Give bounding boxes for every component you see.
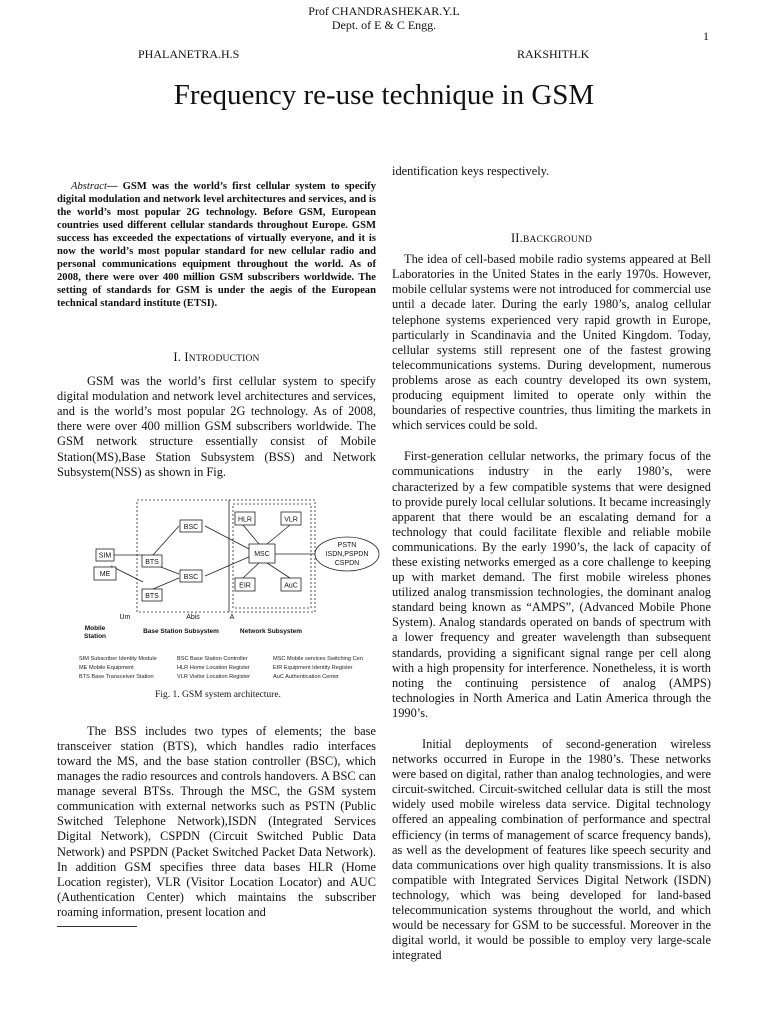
section-heading-background (392, 231, 711, 248)
legend-item: BSC Base Station Controller (177, 655, 248, 662)
author-right: RAKSHITH.K (517, 47, 590, 61)
background-paragraph-3: Initial deployments of second-generation wireless networks occurred in Europe in the 1980’s. These networks were based on digital, rather than analog technologies, and were circuit-switched. Circuit-switched cellular data is still the most widely used mobile wireless data service. Digital technology offered an appealing combination of performance and spectral efficiency (in terms of management of scarce frequency bands), as well as the development of features like speech security and data communications over high quality transmissions. It is also compatible with Integrated Services Digital Network (ISDN) technology, which was being developed for land-based telecommunication systems throughout the world, and which would be necessary for GSM to be successful. Moreover in the digital world, it would be possible to employ very large-scale integrated (392, 737, 711, 963)
legend-item: ME Mobile Equipment (79, 664, 134, 671)
legend-item: BTS Base Transceiver Station (79, 673, 154, 680)
um-interface-label: Um (119, 613, 131, 621)
background-paragraph-2: First-generation cellular networks, the primary focus of the communications industry in the early 1980’s, were characterized by a few compatible systems that were designed to provide purely local cellular solutions. It became increasingly apparent that there would be an escalating demand for a technology that could facilitate flexible and reliable mobile communications. By the early 1990’s, the lack of capacity of these existing networks emerged as a core challenge to keeping up with market demand. The first mobile wireless phones utilized analog transmission technologies, the dominant analog standard being known as “AMPS”, (Advanced Mobile Phone System). Analog standards operated on bands of spectrum with a lower frequency and greater wavelength than subsequent standards, providing a significant signal range per cell along with a high propensity for interference. Nonetheless, it is worth noting the continuing persistence of analog (AMPS) technologies in North America and Latin America through the 1990’s. (392, 449, 711, 720)
section-number: I. (173, 350, 182, 364)
page-number: 1 (703, 29, 709, 43)
hlr-label: HLR (237, 516, 253, 524)
msc-label: MSC (254, 550, 270, 558)
abis-interface-label: Abis (186, 613, 200, 621)
figure-caption: Fig. 1. GSM system architecture. (155, 689, 281, 700)
intro-paragraph-1: GSM was the world’s first cellular system to specify digital modulation and network level architectures and services, and is the world’s most popular 2G technology. As of 2008, there were over 400 million GSM subscribers worldwide. The GSM network structure essentially consist of Mobile Station(MS),Base Station Subsystem (BSS) and Network Subsystem(NSS) as shown in Fig. (57, 374, 376, 479)
intro-paragraph-2: The BSS includes two types of elements; the base transceiver station (BTS), which handles radio interfaces toward the MS, and the base station controller (BSC), which manages the radio resources and controls handovers. A BSC can manage several BTSs. Through the MSC, the GSM system communication with external networks such as PSTN (Public Switched Telephone Network),ISDN (Integrated Services Digital Network), CSPDN (Circuit Switched Public Data Network) and PSPDN (Packet Switched Packet Data Network). In addition GSM specifies three data bases HLR (Home Location register), VLR (Visitor Location Locator) and AUC (Authentication Center) which maintains the subscriber roaming information, present location and (57, 723, 376, 919)
legend-item: VLR Visitor Location Register (177, 673, 250, 680)
gsm-architecture-diagram (53, 494, 383, 694)
abstract-label: Abstract (71, 181, 107, 192)
nss-group-label: Network Subsystem (239, 627, 303, 635)
continuation-text: identification keys respectively. (392, 164, 550, 178)
bsc2-label: BSC (183, 573, 199, 581)
mobile-station-label-2: Station (83, 632, 107, 640)
section-heading-introduction (57, 350, 376, 367)
legend-item: MSC Mobile services Switching Cen (273, 655, 363, 662)
supervisor-name: Prof CHANDRASHEKAR.Y.L (308, 4, 460, 18)
mobile-station-label-1: Mobile (84, 624, 106, 632)
paper-title: Frequency re-use technique in GSM (173, 79, 595, 111)
left-column (57, 180, 376, 927)
pstn-label: PSTN (337, 541, 357, 549)
a-interface-label: A (229, 613, 235, 621)
legend-item: EIR Equipment Identity Register (273, 664, 353, 671)
abstract-text: GSM was the world’s first cellular system to specify digital modulation and network level architectures and services, and is the world’s most popular 2G technology. Before GSM, European countries used different cellular standards throughout Europe. GSM success has exceeded the expectations of virtually everyone, and it is now the world’s most popular standard for new cellular radio and personal communications equipment throughout the world. As of 2008, there were over 400 million GSM subscribers worldwide. The setting of standards for GSM is under the aegis of the European technical standard institute (ETSI). (57, 181, 376, 309)
section-title-cap: I (184, 350, 189, 364)
me-label: ME (99, 570, 111, 578)
section-number: II. (510, 231, 523, 246)
department-name: Dept. of E & C Engg. (331, 18, 437, 32)
legend-item: AuC Authentication Center (273, 673, 339, 680)
section-title: NTRODUCTION (188, 354, 260, 364)
abstract (57, 180, 376, 310)
vlr-label: VLR (284, 516, 298, 524)
cspdn-label: CSPDN (334, 559, 360, 567)
right-column (392, 164, 711, 963)
legend-item: SIM Subscriber Identity Module (79, 655, 157, 662)
auc-label: AuC (284, 582, 298, 590)
bss-group-label: Base Station Subsystem (143, 627, 219, 635)
legend-item: HLR Home Location Register (177, 664, 250, 671)
isdn-label: ISDN,PSPDN (325, 550, 369, 558)
footnote-rule (57, 926, 137, 927)
bsc1-label: BSC (183, 523, 199, 531)
abstract-dash: — (106, 181, 118, 192)
section-title: BACKGROUND (523, 235, 593, 246)
bts2-label: BTS (145, 592, 159, 600)
sim-label: SIM (98, 552, 112, 560)
gsm-architecture-figure (53, 494, 383, 712)
figure-legend (79, 656, 363, 680)
eir-label: EIR (239, 582, 251, 590)
author-left: PHALANETRA.H.S (138, 47, 240, 61)
background-paragraph-1: The idea of cell-based mobile radio systems appeared at Bell Laboratories in the United States in the early 1970s. However, mobile cellular systems were not introduced for commercial use until a decade later. During the early 1980’s, analog cellular telephone systems experienced very rapid growth in Europe, particularly in Scandinavia and the United Kingdom. Today, cellular systems still represent one of the fastest growing telecommunications systems. During development, numerous problems arose as each country developed its own system, producing equipment limited to operate only within the boundaries of respective countries, thus limiting the markets in which services could be sold. (392, 252, 711, 433)
bts1-label: BTS (145, 558, 159, 566)
